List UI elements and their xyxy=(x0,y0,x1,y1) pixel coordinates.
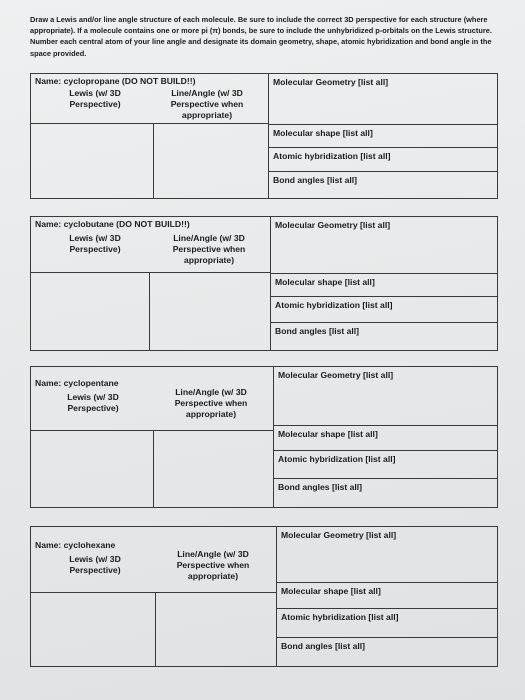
atomic-hybridization-label: Atomic hybridization [list all] xyxy=(269,147,497,175)
lewis-drawing-box[interactable] xyxy=(31,124,153,198)
lewis-drawing-box[interactable] xyxy=(31,593,155,666)
molecular-shape-label: Molecular shape [list all] xyxy=(269,124,497,151)
lewis-label: Lewis (w/ 3D Perspective) xyxy=(69,88,121,109)
line-angle-drawing-box[interactable] xyxy=(155,593,276,666)
molecule-block-cyclobutane xyxy=(30,216,497,351)
drawing-area[interactable] xyxy=(31,431,274,508)
molecule-header xyxy=(31,367,274,431)
molecular-geometry-label: Molecular Geometry [list all] xyxy=(273,77,389,87)
molecular-geometry-label: Molecular Geometry [list all] xyxy=(275,220,391,230)
atomic-hybridization-label: Atomic hybridization [list all] xyxy=(274,450,497,482)
drawing-area[interactable] xyxy=(31,273,271,351)
molecule-header xyxy=(31,217,271,273)
molecule-name: Name: cyclopropane (DO NOT BUILD!!) xyxy=(35,76,196,86)
lewis-label: Lewis (w/ 3D Perspective) xyxy=(67,392,119,413)
bond-angles-label: Bond angles [list all] xyxy=(274,478,497,511)
line-angle-label: Line/Angle (w/ 3D Perspective when appropriate) xyxy=(174,387,248,419)
molecule-block-cyclohexane xyxy=(30,526,497,667)
line-angle-drawing-box[interactable] xyxy=(153,124,268,198)
lewis-label: Lewis (w/ 3D Perspective) xyxy=(69,233,121,254)
molecular-geometry-label: Molecular Geometry [list all] xyxy=(281,530,397,540)
drawing-area[interactable] xyxy=(31,124,269,199)
properties-panel xyxy=(271,217,498,351)
line-angle-label: Line/Angle (w/ 3D Perspective when appropriate) xyxy=(170,88,244,120)
properties-panel xyxy=(269,74,498,199)
molecular-shape-label: Molecular shape [list all] xyxy=(271,273,497,300)
molecular-shape-label: Molecular shape [list all] xyxy=(277,582,497,612)
atomic-hybridization-label: Atomic hybridization [list all] xyxy=(271,296,497,326)
lewis-label: Lewis (w/ 3D Perspective) xyxy=(69,554,121,575)
bond-angles-label: Bond angles [list all] xyxy=(271,322,497,354)
molecule-header xyxy=(31,74,269,124)
molecule-name: Name: cyclohexane xyxy=(35,540,116,550)
line-angle-label: Line/Angle (w/ 3D Perspective when appropriate) xyxy=(176,549,250,581)
molecule-header xyxy=(31,527,277,593)
bond-angles-label: Bond angles [list all] xyxy=(269,171,497,202)
line-angle-label: Line/Angle (w/ 3D Perspective when appropriate) xyxy=(172,233,246,265)
instructions-text: Draw a Lewis and/or line angle structure of each molecule. Be sure to include the correct 3D perspective for each structure (where appropriate). If a molecule contains one or more pi (π) bonds, be sure to include the unhybridized p-orbitals on the Lewis structure. Number each central atom of your line angle and designate its domain geometry, shape, atomic hybridization and bond angle in the space provided. xyxy=(30,15,492,58)
line-angle-drawing-box[interactable] xyxy=(153,431,273,507)
bond-angles-label: Bond angles [list all] xyxy=(277,637,497,670)
molecular-shape-label: Molecular shape [list all] xyxy=(274,425,497,454)
molecule-block-cyclopentane xyxy=(30,366,497,508)
molecule-name: Name: cyclopentane xyxy=(35,378,119,388)
molecule-name: Name: cyclobutane (DO NOT BUILD!!) xyxy=(35,219,190,229)
line-angle-drawing-box[interactable] xyxy=(149,273,270,350)
properties-panel xyxy=(277,527,498,667)
lewis-drawing-box[interactable] xyxy=(31,431,153,507)
molecule-block-cyclopropane xyxy=(30,73,497,199)
molecular-geometry-label: Molecular Geometry [list all] xyxy=(278,370,394,380)
atomic-hybridization-label: Atomic hybridization [list all] xyxy=(277,608,497,641)
properties-panel xyxy=(274,367,498,508)
lewis-drawing-box[interactable] xyxy=(31,273,149,350)
drawing-area[interactable] xyxy=(31,593,277,667)
